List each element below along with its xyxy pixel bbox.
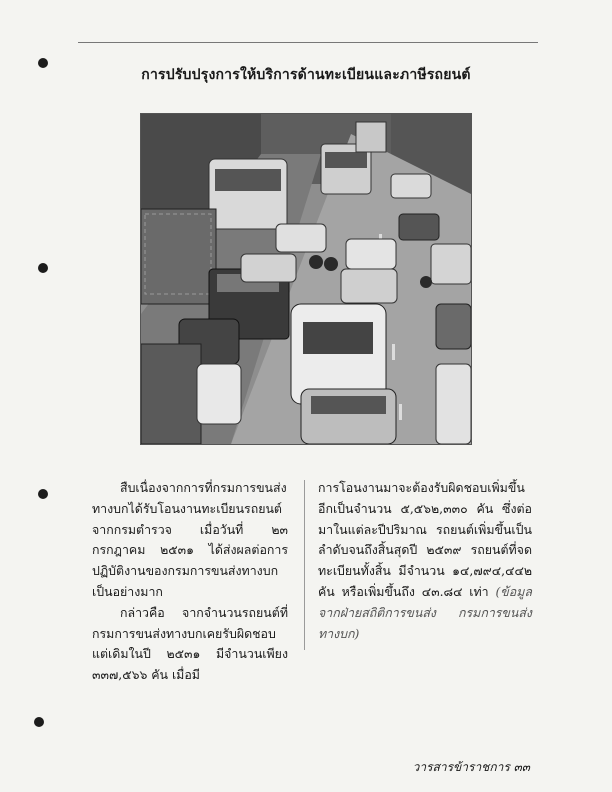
right-column <box>318 478 532 644</box>
left-column <box>92 478 288 686</box>
traffic-jam-illustration <box>141 114 471 444</box>
binder-hole-upper-middle <box>38 263 48 273</box>
binder-hole-bottom <box>34 717 44 727</box>
right-paragraph-1: การโอนงานมาจะต้องรับผิดชอบเพิ่มขึ้นอีกเป็นจำนวน ๕,๕๖๒,๓๓๐ คัน ซึ่งต่อมาในแต่ละปีปริมาณ รถยนต์เพิ่มขึ้นเป็นลำดับจนถึงสิ้นสุดปี ๒๕๓๙ รถยนต์ที่จดทะเบียนทั้งสิ้น มีจำนวน ๑๔,๗๙๔,๔๔๒ คัน หรือเพิ่มขึ้นถึง ๔๓.๘๔ เท่า <box>318 480 532 599</box>
column-divider <box>304 480 305 650</box>
traffic-photo <box>140 113 472 445</box>
binder-hole-lower-middle <box>38 489 48 499</box>
page-footer: วารสารข้าราชการ ๓๓ <box>412 760 530 774</box>
source-note: (ข้อมูลจากฝ่ายสถิติการขนส่ง กรมการขนส่งทางบก) <box>318 583 532 641</box>
left-paragraph-2: กล่าวคือ จากจำนวนรถยนต์ที่กรมการขนส่งทางบกเคยรับผิดชอบแต่เดิมในปี ๒๕๓๑ มีจำนวนเพียง ๓๓๗,๕๖๖ คัน เมื่อมี <box>92 604 288 683</box>
top-rule <box>78 42 538 43</box>
left-paragraph-1: สืบเนื่องจากการที่กรมการขนส่งทางบกได้รับโอนงานทะเบียนรถยนต์จากกรมตำรวจ เมื่อวันที่ ๒๓ กรกฎาคม ๒๕๓๑ ได้ส่งผลต่อการปฏิบัติงานของกรมการขนส่งทางบกเป็นอย่างมาก <box>92 480 288 599</box>
page-title: การปรับปรุงการให้บริการด้านทะเบียนและภาษีรถยนต์ <box>141 67 471 83</box>
